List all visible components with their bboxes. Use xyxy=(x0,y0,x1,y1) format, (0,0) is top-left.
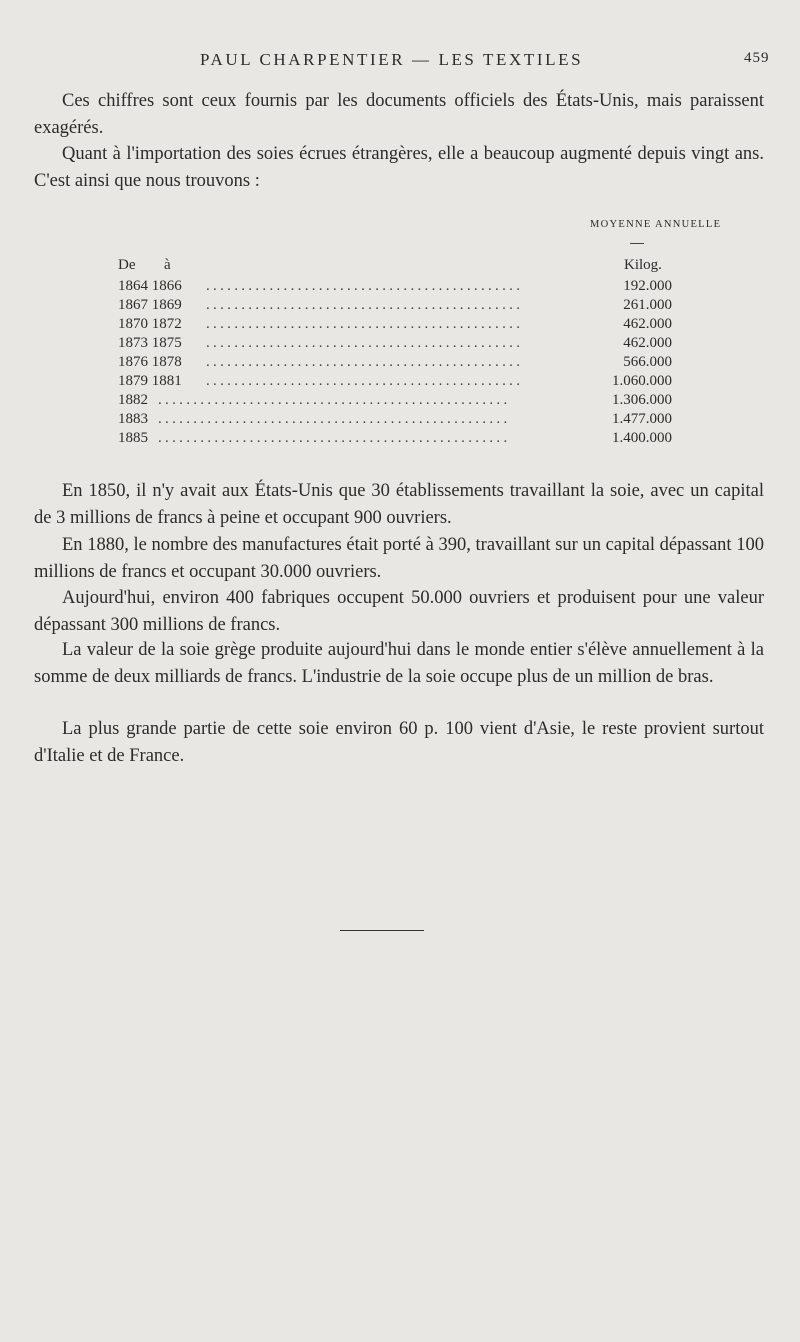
table-value: 1.306.000 xyxy=(612,392,672,408)
table-value: 462.000 xyxy=(623,335,672,351)
table-period: 1876 1878 xyxy=(118,354,182,370)
table-row xyxy=(118,277,678,296)
paragraph xyxy=(34,532,764,585)
table-unit: Kilog. xyxy=(624,257,662,273)
table-period: 1879 1881 xyxy=(118,373,182,389)
import-table xyxy=(118,277,678,448)
table-label-from: De xyxy=(118,257,136,273)
table-period: 1864 1866 xyxy=(118,278,182,294)
table-row xyxy=(118,391,678,410)
table-value: 192.000 xyxy=(623,278,672,294)
running-title: PAUL CHARPENTIER — LES TEXTILES xyxy=(200,50,584,69)
paragraph-text: Ces chiffres sont ceux fournis par les documents officiels des États-Unis, mais paraissent exagérés. xyxy=(34,91,764,138)
paragraph-text: La valeur de la soie grège produite aujourd'hui dans le monde entier s'élève annuellement à la somme de deux milliards de francs. L'industrie de la soie occupe plus de un million de bras. xyxy=(34,640,764,687)
dot-leader: ............................................. xyxy=(206,316,524,332)
paragraph-text: En 1850, il n'y avait aux États-Unis que 30 établissements travaillant la soie, avec un capital de 3 millions de francs à peine et occupant 900 ouvriers. xyxy=(34,481,764,528)
dot-leader: .................................................. xyxy=(158,430,511,446)
table-period: 1883 xyxy=(118,411,148,427)
table-row xyxy=(118,372,678,391)
table-period: 1873 1875 xyxy=(118,335,182,351)
section-end-rule xyxy=(340,930,424,931)
table-row xyxy=(118,410,678,429)
table-heading-dash xyxy=(630,243,644,244)
page-number: 459 xyxy=(744,50,770,66)
table-row xyxy=(118,353,678,372)
table-period: 1870 1872 xyxy=(118,316,182,332)
table-row xyxy=(118,429,678,448)
dot-leader: .................................................. xyxy=(158,392,511,408)
table-row xyxy=(118,334,678,353)
paragraph xyxy=(34,716,764,769)
table-value: 566.000 xyxy=(623,354,672,370)
dot-leader: ............................................. xyxy=(206,278,524,294)
paragraph xyxy=(34,637,764,690)
table-period: 1867 1869 xyxy=(118,297,182,313)
table-value: 1.400.000 xyxy=(612,430,672,446)
table-label-to: à xyxy=(164,257,171,273)
paragraph-text: Quant à l'importation des soies écrues étrangères, elle a beaucoup augmenté depuis vingt ans. C'est ainsi que nous trouvons : xyxy=(34,144,764,191)
paragraph-text: En 1880, le nombre des manufactures était porté à 390, travaillant sur un capital dépassant 100 millions de francs et occupant 30.000 ouvriers. xyxy=(34,535,764,582)
dot-leader: ............................................. xyxy=(206,354,524,370)
paragraph xyxy=(34,585,764,638)
running-head xyxy=(0,50,800,74)
dot-leader: ............................................. xyxy=(206,335,524,351)
table-row xyxy=(118,296,678,315)
paragraph xyxy=(34,88,764,141)
paragraph xyxy=(34,478,764,531)
table-value: 261.000 xyxy=(623,297,672,313)
paragraph-text: Aujourd'hui, environ 400 fabriques occupent 50.000 ouvriers et produisent pour une valeur dépassant 300 millions de francs. xyxy=(34,588,764,635)
paragraph xyxy=(34,141,764,194)
table-period: 1885 xyxy=(118,430,148,446)
table-period: 1882 xyxy=(118,392,148,408)
table-value: 462.000 xyxy=(623,316,672,332)
table-column-heading: MOYENNE ANNUELLE xyxy=(590,219,722,230)
paragraph-text: La plus grande partie de cette soie environ 60 p. 100 vient d'Asie, le reste provient surtout d'Italie et de France. xyxy=(34,719,764,766)
table-value: 1.477.000 xyxy=(612,411,672,427)
dot-leader: .................................................. xyxy=(158,411,511,427)
table-row xyxy=(118,315,678,334)
dot-leader: ............................................. xyxy=(206,297,524,313)
dot-leader: ............................................. xyxy=(206,373,524,389)
table-value: 1.060.000 xyxy=(612,373,672,389)
